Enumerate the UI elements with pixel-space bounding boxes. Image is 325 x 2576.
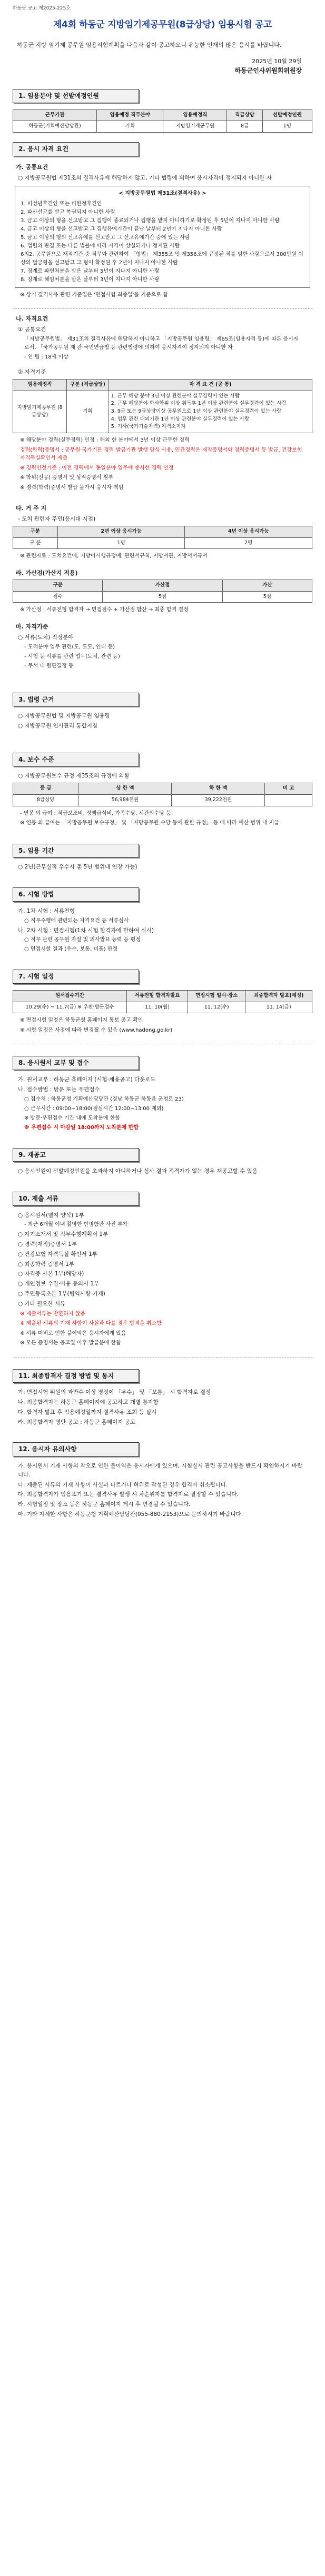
- list-item: ○ 접수처 : 하동군청 기획예산담당관 (경남 하동군 하동읍 군청로 23): [24, 1096, 184, 1102]
- section-3-header: 3. 법령 근거: [13, 693, 139, 707]
- list-item: ○ 2년(근무실적 우수시 총 5년 범위내 연장 가능): [18, 864, 137, 871]
- list-item: - 연 령 : 18세 이상: [24, 354, 68, 360]
- note-text: ※ 서류 미비로 인한 불이익은 응시자에게 있음: [20, 1330, 126, 1336]
- publication-number: 하동군 공고 제2025-225호: [13, 6, 71, 11]
- table-cell: [265, 795, 312, 806]
- table-header: 근무기관: [13, 109, 97, 121]
- section-1-header: 1. 임용분야 및 선발예정인원: [13, 89, 139, 103]
- list-item: ○ 직무 관련 공무원 자질 및 의사발표 능력 등 평정: [24, 937, 141, 943]
- list-item: 나. 2차 시험 : 면접시험(1차 시험 합격자에 한하여 실시): [18, 927, 154, 934]
- list-item: 2. 근무 해당분야 학사학위 이상 취득후 1년 이상 관련분야 실무경력이 있는 사람: [111, 401, 287, 407]
- list-item: ○ 주민등록초본 1부(병역사항 기재): [18, 1291, 105, 1297]
- list-item: 6. 법원의 판결 또는 다른 법률에 따라 자격이 상실되거나 정지된 사람: [21, 243, 180, 249]
- list-item: 다. 최종합격자가 임용포기 또는 결격사유 발생 시 차순위자를 합격자로 결정할 수 있습니다.: [18, 1491, 239, 1498]
- section-8-header: 8. 응시원서 교부 및 접수: [13, 1056, 139, 1070]
- list-item: ○ 지방공무원보수 규정 제35조의 규정에 의함: [18, 773, 130, 780]
- table-header: 임용예정 직무분야: [97, 109, 163, 121]
- table-header: 가산점: [103, 580, 222, 591]
- table-row: [13, 391, 312, 433]
- note-text: ※ 상기 결격사유 관련 기준일은 '면접시험 최종일'을 기준으로 함: [20, 292, 168, 298]
- list-item: 가. 응시원서 기재 사항의 착오로 인한 불이익은 응시자에게 있으며, 시험실시 관련 공고사항을 반드시 확인하시기 바랍니다.: [18, 1463, 303, 1478]
- subsection-title: 마. 자격기준: [16, 623, 48, 630]
- note-text: ※ 학위(전공) 증명서 및 성적증명서 첨부: [20, 475, 113, 481]
- table-header: 비 고: [265, 783, 312, 795]
- intro-text: 하동군 지방 임기제 공무원 임용시험계획을 다음과 같이 공고하오니 유능한 인재의 많은 응시를 바랍니다.: [17, 42, 282, 49]
- box-title: < 지방공무원법 제31조(결격사유) >: [119, 190, 206, 196]
- page-title: 제4회 하동군 지방임기제공무원(8급상당) 임용시험 공고: [53, 19, 272, 30]
- list-item: - 도치 관련자 주민(응시대 시점): [18, 516, 96, 523]
- list-item: ○ 지방공무원법 및 지방공무원 임용령: [18, 713, 110, 720]
- list-item: ○ 경력(재직)증명서 1부: [18, 1241, 77, 1248]
- list-item: ○ 응시인원이 선발예정인원을 초과하지 아니하거나 심사 결과 적격자가 없는 경우 재공고할 수 있음: [18, 1168, 258, 1175]
- table-cell: 56,984천원: [78, 795, 172, 806]
- table-cell: 5점: [103, 591, 222, 603]
- warning-note: ※ 우편접수 시 마감일 18:00까지 도착분에 한함: [24, 1124, 139, 1131]
- table-cell: 11. 14(금): [245, 1002, 312, 1013]
- list-item: 다. 합격자 발표 후 임용예정일까지 결격사유 조회 등 실시: [18, 1409, 157, 1415]
- table-cell: 구 분: [13, 537, 58, 549]
- table-cell: 2명: [185, 537, 312, 549]
- section-7-header: 7. 시험 일정: [13, 970, 139, 984]
- list-item: 8. 징계로 해임처분을 받은 날부터 3년이 지나지 아니한 사람: [21, 276, 160, 283]
- list-item: ○ 기타 필요한 서류: [18, 1300, 66, 1307]
- note-text: ※ 관련자료 : 도치요건에, 지방이시행규정에, 관련서규칙, 지방서관, 지방서서규서: [20, 553, 208, 560]
- section-5-header: 5. 임용 기간: [13, 844, 139, 858]
- table-cell: 지방임기제공무원 (8급상당): [13, 391, 67, 433]
- section-6-header: 6. 시험 방법: [13, 887, 139, 902]
- subsection-title: 다. 거 주 지: [16, 505, 47, 512]
- table-row: [13, 121, 312, 133]
- note-text: ※ 해당분야 경력(실무경력) 인정 : 해외 한 분야에서 3년 이상 근무한 경력: [20, 437, 190, 444]
- table-cell: 점수: [13, 591, 103, 603]
- table-cell: 5점: [222, 591, 312, 603]
- note-text: ※ 제출서류는 반환하지 않음: [20, 1311, 86, 1317]
- table-header: 하 한 액: [172, 783, 265, 795]
- notice-date: 2025년 10월 29일: [252, 57, 302, 65]
- list-item: ○ 직무수행에 관련되는 자격요건 등 서류심사: [24, 917, 129, 924]
- list-item: ○ 면접시험 결과 (우수, 보통, 미흡) 판정: [24, 946, 118, 953]
- list-item: - 무서 내 원판결정 등: [24, 663, 74, 669]
- table-row: [13, 591, 312, 603]
- list-item: ○ 근무시간 : 09:00~18:00(점심시간 12:00~13:00 제외): [24, 1105, 164, 1112]
- section-10-header: 10. 제출 서류: [13, 1192, 139, 1206]
- table-header: 임용예정직: [13, 379, 67, 391]
- table-header: 구분: [13, 526, 58, 537]
- note-text: ※ 모든 증명서는 공고일 이후 발급분에 한함: [20, 1340, 121, 1346]
- table-header: 최종합격자 발표(예정): [245, 990, 312, 1002]
- note-text: ※ 연봉 외 급여는 「지방공무원 보수규정」 및 「지방공무원 수당 등에 관한 규정」 등 에 따라 예산 범위 내 지급: [20, 820, 279, 826]
- qualification-table: [13, 379, 312, 433]
- list-item: 6의2. 공무원으로 재직기간 중 직무와 관련하여 「형법」 제355조 및 제356조에 규정된 죄를 범한 사람으로서 300만원 이상의 벌금형을 선고받고 그 형이 확정된 후 2년이 지나지 아니한 사람: [21, 251, 303, 266]
- table-cell: [109, 391, 312, 433]
- subsection-label: ② 자격기준: [18, 368, 46, 375]
- list-item: 3. 9급 또는 9급상당이상 공무원으로 1년 이상 관련분야 실무경력이 있는 사람: [111, 408, 282, 414]
- table-cell: 39,222천원: [172, 795, 265, 806]
- salary-table: [13, 783, 312, 806]
- table-header: 면접시험 일시·장소: [188, 990, 245, 1002]
- note-text: ※ 제출된 서류의 기재 사항이 사실과 다를 경우 합격을 취소함: [20, 1321, 162, 1327]
- list-item: 가. 1차 시험 : 서류전형: [18, 907, 75, 914]
- section-2-header: 2. 응시 자격 요건: [13, 142, 139, 156]
- table-row: [13, 1002, 312, 1013]
- table-cell: 기획: [97, 121, 163, 133]
- list-item: ○ 지방공무원법 제31조의 결격사유에 해당하지 않고, 기타 법령에 의하여 응시자격이 정지되지 아니한 자: [18, 174, 272, 181]
- table-cell: 기획: [67, 391, 109, 433]
- bonus-points-table: [13, 580, 312, 603]
- note-text: - 연봉 외 급여 : 직급보조비, 정액급식비, 가족수당, 시간외수당 등: [20, 810, 171, 816]
- list-item: 4. 금고 이상의 형을 선고받고 그 집행유예기간이 끝난 날부터 2년이 지나지 아니한 사람: [21, 226, 222, 232]
- section-4-header: 4. 보수 수준: [13, 753, 139, 767]
- table-header: 직급상당: [227, 109, 262, 121]
- table-cell: 10.29(수) ~ 11.7(금) ※ 우편·방문접수: [13, 1002, 127, 1013]
- list-item: 5. 금고 이상의 형의 선고유예를 선고받고 그 선고유예기간 중에 있는 사람: [21, 234, 190, 241]
- note-text: ※ 경력인정기준 : 이전 경력에서 동일분야 업무에 종사한 경력 인정: [20, 465, 174, 471]
- list-item: ※ 방문·우편접수 기간 내에 도착분에 한함: [24, 1115, 121, 1121]
- table-header: 자 격 요 건 (공 통): [109, 379, 312, 391]
- list-item: 「지방공무원법」 제31조의 결격사유에 해당하지 아니하고 「지방공무원 임용령」 제65조(임용자격 등)에 따른 응시자로서, 「국가공무원 제 관 국민연금법 등 관련법령에 의하여 응시자격이 정지되지 아니한 자: [24, 336, 299, 351]
- subsection-label: ① 공통요건: [18, 326, 46, 333]
- list-item: 가. 원서교부 : 하동군 홈페이지 (시험·채용공고) 다운로드: [18, 1076, 156, 1083]
- list-item: 나. 제출된 서류의 기재 사항이 사실과 다르거나 허위로 작성된 경우 합격이 취소됩니다.: [18, 1481, 228, 1488]
- list-item: 라. 최종합격자 명단 공고 : 하동군 홈페이지 공고: [18, 1419, 135, 1425]
- list-item: ○ 개인정보 수집·이용 동의서 1부: [18, 1281, 100, 1287]
- list-item: 1. 피성년후견인 또는 피한정후견인: [21, 201, 102, 207]
- subsection-title: 라. 가산점(가산지 적용): [16, 569, 78, 576]
- list-item: ○ 자격증 사본 1부(해당자): [18, 1271, 84, 1277]
- table-cell: 1명: [57, 537, 185, 549]
- table-header: 2년 이상 응시가능: [57, 526, 185, 537]
- section-9-header: 9. 재공고: [13, 1148, 139, 1162]
- table-header: 가산: [222, 580, 312, 591]
- list-item: 2. 파산선고를 받고 복권되지 아니한 사람: [21, 209, 115, 215]
- list-item: 마. 기타 자세한 사항은 하동군청 기획예산담당관(055-880-2153)으로 문의하시기 바랍니다.: [18, 1511, 243, 1518]
- table-cell: 지방임기제공무원: [163, 121, 227, 133]
- table-cell: 1명: [262, 121, 312, 133]
- table-header: 구분 (직급상당): [67, 379, 109, 391]
- list-item: ○ 지방공무원 인사관리 통합지침: [18, 723, 98, 730]
- table-header: 등 급: [13, 783, 78, 795]
- note-text: ※ 경력(학력)증명서 발급 불가시 응시자 책임: [20, 484, 124, 491]
- list-item: - 도적분야 업무 관련(도, 도도, 인터 등): [24, 644, 115, 650]
- table-cell: 11. 10(월): [126, 1002, 188, 1013]
- list-item: - 시험 등 서류를 관련 업무(도치, 관련 등): [24, 653, 120, 660]
- list-item: 라. 시험일정 및 장소 등은 하동군 홈페이지 게시 후 변경될 수 있습니다.: [18, 1501, 191, 1508]
- note-text: 경력(학력)증명서 : 공무원·국가기관 경력 발급기관 발행 양식 사용, 민간경력은 재직증명서와 경력증명서 등 발급, 건강보험자격득실확인서 제출: [20, 447, 302, 462]
- list-item: 3. 금고 이상의 형을 선고받고 그 집행이 종료되거나 집행을 받지 아니하기로 확정된 후 5년이 지나지 아니한 사람: [21, 217, 280, 224]
- table-cell: 11. 12(수): [188, 1002, 245, 1013]
- table-header: 서류전형 합격자발표: [126, 990, 188, 1002]
- list-item: ○ 건강보험 자격득실 확인서 1부: [18, 1251, 97, 1257]
- list-item: 나. 최종합격자는 하동군 홈페이지에 공고하고 개별 통지함: [18, 1399, 159, 1406]
- list-item: ○ 최종학력 증명서 1부: [18, 1261, 74, 1267]
- issuing-authority: 하동군인사위원회위원장: [234, 66, 302, 74]
- table-header: 상 한 액: [78, 783, 172, 795]
- residency-table: [13, 526, 312, 549]
- list-item: ○ 서류(도치) 적정분야: [18, 634, 74, 641]
- schedule-table: [13, 990, 312, 1013]
- divider: [13, 308, 312, 309]
- table-header: 구분: [13, 580, 103, 591]
- list-item: 나. 접수방법 : 방문 또는 우편접수: [18, 1086, 100, 1093]
- subsection-title: 나. 자격요건: [16, 315, 48, 323]
- table-row: [13, 537, 312, 549]
- list-item: ○ 응시원서(별지 양식) 1부: [18, 1212, 84, 1219]
- list-item: 4. 업무 관련 대외기관 1년 이상 관련분야 실무경력이 있는 사람: [111, 416, 250, 422]
- table-cell: 8급상당: [13, 795, 78, 806]
- section-12-header: 12. 응시자 유의사항: [13, 1442, 139, 1456]
- table-header: 4년 이상 응시가능: [185, 526, 312, 537]
- table-row: [13, 795, 312, 806]
- table-cell: 하동군(기획예산담당관): [13, 121, 97, 133]
- list-item: 5. 기사(국가기술자격) 자격소지자: [111, 424, 186, 430]
- note-text: ※ 가산점 : 서류전형 합격자 → 면접점수 + 가산점 합산 → 최종 합격 결정: [20, 607, 189, 613]
- disqualification-box: [15, 186, 310, 288]
- note-text: ※ 시험 일정은 사정에 따라 변경될 수 있음 (www.hadong.go.kr): [20, 1027, 173, 1033]
- recruitment-table: [13, 109, 312, 133]
- list-item: 가. 면접시험 위원의 과반수 이상 평정이 「우수」 및 「보통」 시 합격자로 결정: [18, 1389, 211, 1396]
- list-item: - 최근 6개월 이내 촬영한 반명함판 사진 부착: [24, 1222, 128, 1228]
- list-item: 7. 징계로 파면처분을 받은 날부터 5년이 지나지 아니한 사람: [21, 268, 160, 274]
- list-item: 1. 근무 해당 분야 3년 이상 관련분야 실무경력이 있는 사람: [111, 393, 240, 399]
- table-cell: 8급: [227, 121, 262, 133]
- table-header: 선발예정인원: [262, 109, 312, 121]
- note-text: ※ 면접시험 일정은 하동군청 홈페이지 통보 공고 확인: [20, 1017, 143, 1024]
- list-item: ○ 자기소개서 및 직무수행계획서 1부: [18, 1231, 109, 1238]
- table-header: 원서접수기간: [13, 990, 127, 1002]
- section-11-header: 11. 최종합격자 결정 방법 및 통지: [13, 1369, 139, 1383]
- table-header: 임용예정직: [163, 109, 227, 121]
- subsection-title: 가. 공통요건: [16, 163, 48, 171]
